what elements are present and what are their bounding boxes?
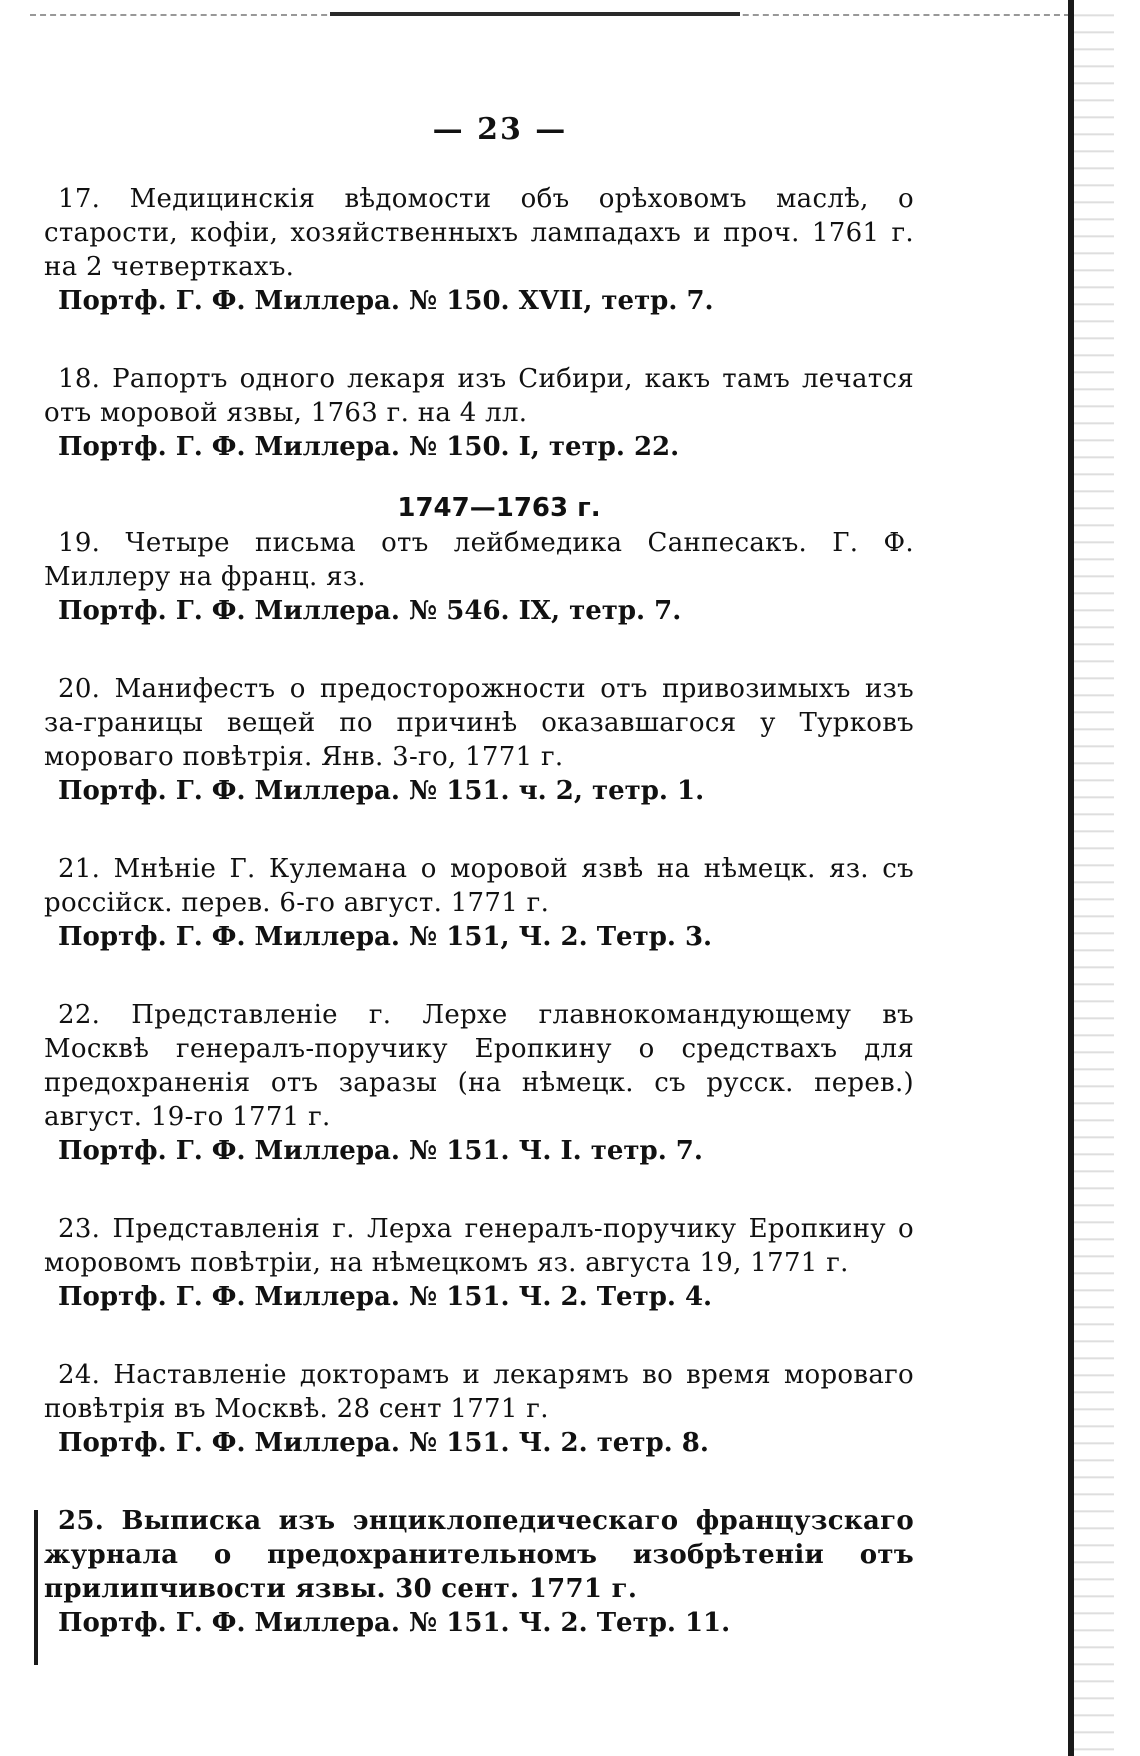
section-heading: 1747—1763 г. <box>397 493 601 523</box>
scan-edge-right-noise <box>1074 0 1114 1756</box>
page-number: — 23 — <box>432 112 568 147</box>
catalog-entry-23 <box>44 1212 914 1314</box>
catalog-entry-18 <box>44 362 914 464</box>
entry-description: 25. Выписка изъ энциклопедическаго французскаго журнала о предохранительномъ изобрѣтеніи отъ прилипчивости язвы. 30 сент. 1771 г. <box>44 1506 914 1604</box>
entry-reference: Портф. Г. Ф. Миллера. № 151. Ч. 2. Тетр. 4. <box>58 1282 713 1312</box>
scan-edge-left-mark <box>34 1510 38 1665</box>
entry-description: 20. Манифестъ о предосторожности отъ привозимыхъ изъ за-границы вещей по причинѣ оказавшагося у Турковъ мороваго повѣтрія. Янв. 3-го, 1771 г. <box>44 674 914 772</box>
entry-reference: Портф. Г. Ф. Миллера. № 151. Ч. I. тетр. 7. <box>58 1136 703 1166</box>
catalog-entry-17 <box>44 182 914 318</box>
catalog-entry-21 <box>44 852 914 954</box>
entry-reference: Портф. Г. Ф. Миллера. № 151. ч. 2, тетр. 1. <box>58 776 705 806</box>
entry-description: 21. Мнѣніе Г. Кулемана о моровой язвѣ на нѣмецк. яз. съ россійск. перев. 6-го август. 1771 г. <box>44 854 914 918</box>
catalog-entry-24 <box>44 1358 914 1460</box>
entry-description: 17. Медицинскія вѣдомости объ орѣховомъ маслѣ, о старости, кофіи, хозяйственныхъ лампадахъ и проч. 1761 г. на 2 четверткахъ. <box>44 184 914 282</box>
entry-reference: Портф. Г. Ф. Миллера. № 151. Ч. 2. тетр. 8. <box>58 1428 709 1458</box>
entry-description: 22. Представленіе г. Лерхе главнокомандующему въ Москвѣ генералъ-поручику Еропкину о средствахъ для предохраненія отъ заразы (на нѣмецк. съ русск. перев.) август. 19-го 1771 г. <box>44 1000 914 1132</box>
catalog-entry-20 <box>44 672 914 808</box>
document-body <box>44 182 914 1684</box>
scan-edge-top-mark <box>330 12 740 16</box>
entry-description: 19. Четыре письма отъ лейбмедика Санпесакъ. Г. Ф. Миллеру на франц. яз. <box>44 528 914 592</box>
entry-description: 24. Наставленіе докторамъ и лекарямъ во время мороваго повѣтрія въ Москвѣ. 28 сент 1771 г. <box>44 1360 914 1424</box>
catalog-entry-22 <box>44 998 914 1168</box>
catalog-entry-25 <box>44 1504 914 1640</box>
entry-reference: Портф. Г. Ф. Миллера. № 150. XVII, тетр. 7. <box>58 286 714 316</box>
entry-reference: Портф. Г. Ф. Миллера. № 150. I, тетр. 22. <box>58 432 680 462</box>
entry-reference: Портф. Г. Ф. Миллера. № 546. IX, тетр. 7. <box>58 596 682 626</box>
entry-reference: Портф. Г. Ф. Миллера. № 151. Ч. 2. Тетр. 11. <box>58 1608 731 1638</box>
catalog-entry-19 <box>44 526 914 628</box>
entry-reference: Портф. Г. Ф. Миллера. № 151, Ч. 2. Тетр. 3. <box>58 922 713 952</box>
entry-description: 18. Рапортъ одного лекаря изъ Сибири, какъ тамъ лечатся отъ моровой язвы, 1763 г. на 4 лл. <box>44 364 914 428</box>
entry-description: 23. Представленія г. Лерха генералъ-поручику Еропкину о моровомъ повѣтріи, на нѣмецкомъ яз. августа 19, 1771 г. <box>44 1214 914 1278</box>
